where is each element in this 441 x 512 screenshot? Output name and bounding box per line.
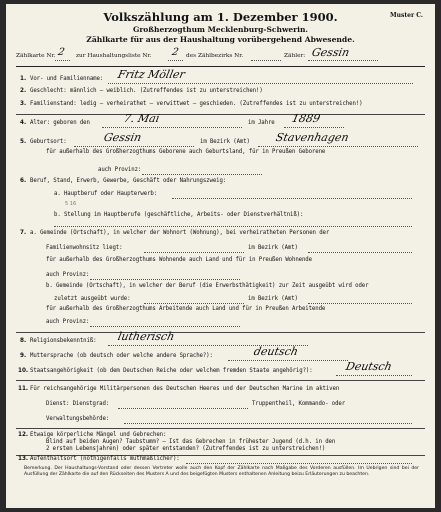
- haushaltungsliste-label: zur Haushaltungsliste Nr.: [76, 53, 152, 59]
- dotted-line: [186, 463, 412, 464]
- field-number: 2.: [20, 88, 27, 94]
- last-work-label: zuletzt ausgeübt wurde:: [54, 296, 131, 302]
- dotted-line: [54, 226, 412, 227]
- rule: [16, 380, 425, 381]
- dotted-line: [74, 146, 194, 147]
- birth-day-value: 7. Mai: [122, 112, 161, 125]
- dotted-line: [284, 127, 344, 128]
- workplace-label: b. Gemeinde (Ortschaft), in welcher der Beruf (die Erwerbsthätigkeit) zur Zeit ausgeübt wird oder: [46, 283, 369, 289]
- military-unit-label: Truppentheil, Kommando- oder: [252, 401, 346, 407]
- stamp-mark: 5 16: [65, 201, 77, 207]
- birth-district-value: Stavenhagen: [274, 131, 350, 144]
- citizenship-label: Staatsangehörigkeit (ob dem Deutschen Reiche oder welchem fremden Staate angehörig?):: [30, 368, 313, 374]
- citizenship-value: Deutsch: [344, 360, 394, 373]
- workplace-district-label: im Bezirk (Amt): [248, 296, 298, 302]
- dotted-line: [251, 60, 281, 61]
- dotted-line: [102, 127, 242, 128]
- residence-label: a. Gemeinde (Ortschaft), in welcher der Wohnort (Wohnung), bei verheiratheten Personen der: [30, 230, 330, 236]
- zaehlbezirk-label: des Zählbezirks Nr.: [186, 53, 244, 59]
- birth-district-label: im Bezirk (Amt): [200, 139, 250, 145]
- footnote: Bemerkung. Der Haushaltungs-Vorstand oder dessen Vertreter wolle auch den Kopf der Zählkarte nach Maßgabe des Vorderen ausfüllen. Im Uebrigen sind bei der Ausfüllung der Zählkarte die auf den Rückseiten des Musters A und des beigefügten Musters enthaltenen Anleitung beizu Erläuterungen zu beachten.: [24, 466, 419, 477]
- dotted-line: [258, 146, 418, 147]
- residence-province-label: auch Provinz:: [46, 272, 90, 278]
- disabilities-onset: 2 ersten Lebensjahren) oder später entstanden? (Zutreffendes ist zu unterstreichen!): [46, 446, 326, 452]
- name-value: Fritz Möller: [116, 68, 187, 81]
- state-name: Großherzogthum Mecklenburg-Schwerin.: [132, 25, 309, 34]
- census-card: [6, 4, 435, 508]
- rule: [16, 428, 425, 429]
- field-number: 5.: [20, 139, 27, 145]
- dotted-line: [308, 303, 412, 304]
- field-number: 9.: [20, 353, 27, 359]
- form-number: Muster C.: [390, 12, 423, 19]
- dotted-line: [90, 326, 240, 327]
- dotted-line: [55, 60, 70, 61]
- birth-country-note: für außerhalb des Großherzogthums Geborene auch Geburtsland, für in Preußen Geborene: [46, 149, 326, 155]
- birthplace-label: Geburtsort:: [30, 139, 67, 145]
- dotted-line: [108, 83, 413, 84]
- card-title: Zählkarte für aus der Haushaltung vorübergehend Abwesende.: [86, 35, 355, 44]
- zaehlkarte-label: Zählkarte Nr.: [16, 53, 56, 59]
- birth-year-label: im Jahre: [248, 120, 275, 126]
- field-number: 3.: [20, 101, 27, 107]
- birth-date-label: Alter: geboren den: [30, 120, 90, 126]
- mother-tongue-value: deutsch: [252, 345, 300, 358]
- occupation-label: Beruf, Stand, Erwerb, Gewerbe, Geschäft oder Nahrungszweig:: [30, 178, 227, 184]
- dotted-line: [90, 279, 240, 280]
- zaehlkarte-value: 2: [56, 47, 66, 58]
- dotted-line: [168, 60, 183, 61]
- religion-label: Religionsbekenntniß:: [30, 338, 97, 344]
- birth-year-value: 1889: [290, 112, 322, 125]
- mother-tongue-label: Muttersprache (ob deutsch oder welche andere Sprache?):: [30, 353, 213, 359]
- military-label: Für reichsangehörige Militärpersonen des Deutschen Heeres und der Deutschen Marine im aktiven: [30, 386, 340, 392]
- field-number: 4.: [20, 120, 27, 126]
- occupation-position-label: b. Stellung im Hauptberufe (geschäftliche, Arbeits- oder Dienstverhältniß):: [54, 212, 304, 218]
- field-number: 8.: [20, 338, 27, 344]
- haushaltungsliste-value: 2: [170, 47, 180, 58]
- dotted-line: [172, 198, 412, 199]
- field-number: 1.: [20, 76, 27, 82]
- birth-province-label: auch Provinz:: [98, 167, 142, 173]
- field-number: 6.: [20, 178, 27, 184]
- zaehler-value: Gessin: [310, 46, 351, 59]
- field-number: 10.: [18, 368, 29, 374]
- residence-country-note: für außerhalb des Großherzogthums Wohnende auch Land und für in Preußen Wohnende: [46, 257, 312, 263]
- workplace-country-note: für außerhalb des Großherzogthums Arbeitende auch Land und für in Preußen Arbeitende: [46, 306, 326, 312]
- dotted-line: [144, 303, 244, 304]
- dotted-line: [142, 174, 262, 175]
- field-number: 12.: [18, 432, 29, 438]
- rule: [16, 114, 425, 115]
- document-title: Volkszählung am 1. Dezember 1900.: [103, 10, 338, 24]
- residence-district-label: im Bezirk (Amt): [248, 245, 298, 251]
- field-number: 7.: [20, 230, 27, 236]
- family-residence-label: Familienwohnsitz liegt:: [46, 245, 123, 251]
- name-label: Vor- und Familienname:: [30, 76, 104, 82]
- workplace-province-label: auch Provinz:: [46, 319, 90, 325]
- disabilities-question: Blind auf beiden Augen? Taubstumm? — Ist das Gebrechen in frühester Jugend (d.h. in den: [46, 439, 336, 445]
- marital-status-label: Familienstand: ledig — verheirathet — verwittwet — geschieden. (Zutreffendes ist zu unterstreichen!): [30, 101, 363, 107]
- religion-value: lutherisch: [116, 330, 176, 343]
- rule: [16, 66, 425, 67]
- military-rank-label: Dienst: Dienstgrad:: [46, 401, 110, 407]
- birthplace-value: Gessin: [102, 131, 143, 144]
- dotted-line: [118, 408, 248, 409]
- field-number: 11.: [18, 386, 29, 392]
- military-authority-label: Verwaltungsbehörde:: [46, 416, 110, 422]
- dotted-line: [124, 423, 412, 424]
- whereabouts-label: Aufenthaltsort (nöthigenfalls muthmaßlicher):: [30, 456, 180, 462]
- main-occupation-label: a. Hauptberuf oder Haupterwerb:: [54, 191, 158, 197]
- field-number: 13.: [18, 456, 29, 462]
- dotted-line: [144, 252, 244, 253]
- dotted-line: [308, 60, 378, 61]
- disabilities-label: Etwaige körperliche Mängel und Gebrechen:: [30, 432, 167, 438]
- sex-label: Geschlecht: männlich — weiblich. (Zutreffendes ist zu unterstreichen!): [30, 88, 263, 94]
- dotted-line: [308, 252, 412, 253]
- dotted-line: [228, 360, 348, 361]
- dotted-line: [336, 375, 412, 376]
- rule: [16, 332, 425, 333]
- zaehler-label: Zähler:: [284, 53, 306, 59]
